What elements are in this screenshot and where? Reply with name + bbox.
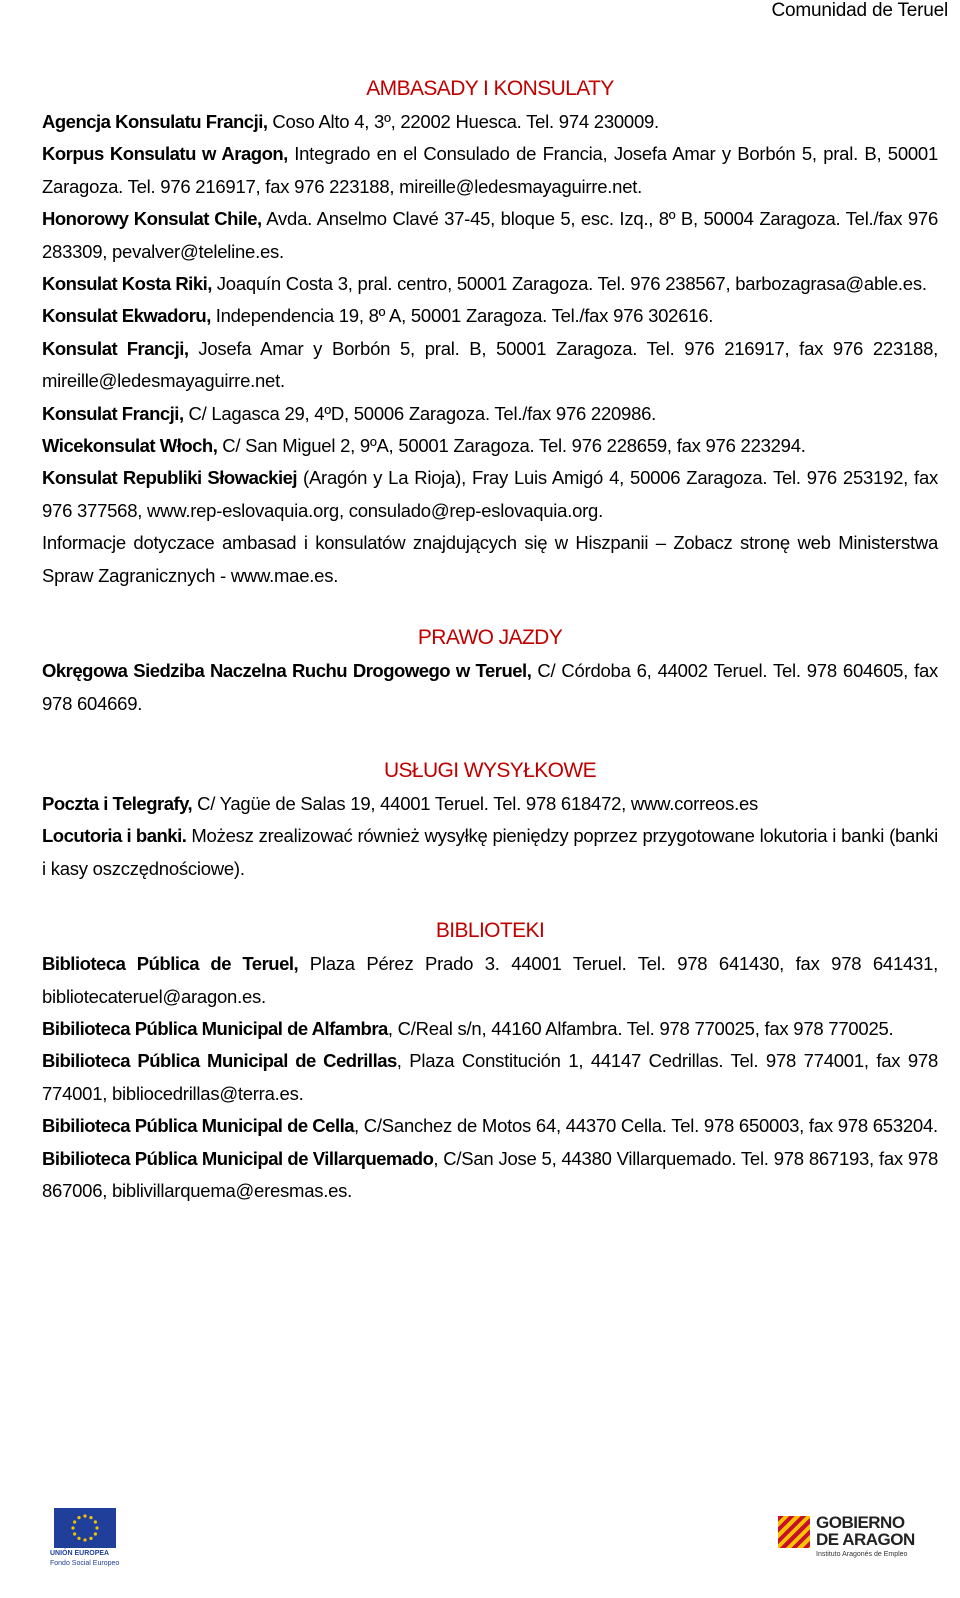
entry-name: Locutoria i banki. <box>42 825 187 847</box>
entry-text: Plaza Pérez Prado 3. 44001 Teruel. Tel. 978 641430, fax 978 641431, bibliotecateruel@aragon.es. <box>42 953 939 1007</box>
entry-embassy-7 <box>42 398 938 430</box>
section-title-embassies: AMBASADY I KONSULATY <box>366 77 614 100</box>
entry-name: Honorowy Konsulat Chile, <box>42 208 262 230</box>
entry-library-1 <box>42 948 938 1013</box>
entry-text: C/ Yagüe de Salas 19, 44001 Teruel. Tel. 978 618472, www.correos.es <box>192 792 758 814</box>
aragon-flag-icon <box>778 1516 810 1548</box>
entry-text: (Aragón y La Rioja), Fray Luis Amigó 4, 50006 Zaragoza. Tel. 976 253192, fax 976 377568, www.rep-eslovaquia.org, consulado@rep-eslovaquia.org. <box>42 467 938 521</box>
aragon-logo <box>778 1514 938 1564</box>
entry-text: Integrado en el Consulado de Francia, Josefa Amar y Borbón 5, pral. B, 50001 Zaragoza. Tel. 976 216917, fax 976 223188, mireille@ledesmayaguirre.net. <box>42 143 938 197</box>
eu-logo <box>50 1508 140 1570</box>
entry-embassy-8 <box>42 430 938 462</box>
entry-text: , C/San Jose 5, 44380 Villarquemado. Tel. 978 867193, fax 978 867006, biblivillarquema@eresmas.es. <box>42 1147 938 1201</box>
entry-text: Coso Alto 4, 3º, 22002 Huesca. Tel. 974 230009. <box>267 111 659 132</box>
entry-text: C/ Lagasca 29, 4ºD, 50006 Zaragoza. Tel./fax 976 220986. <box>183 402 657 424</box>
entry-name: Okręgowa Siedziba Naczelna Ruchu Drogowego w Teruel, <box>42 660 532 682</box>
entry-text: Avda. Anselmo Clavé 37-45, bloque 5, esc. Izq., 8º B, 50004 Zaragoza. Tel./fax 976 283309, pevalver@teleline.es. <box>42 208 938 262</box>
entry-text: Joaquín Costa 3, pral. centro, 50001 Zaragoza. Tel. 976 238567, barbozagrasa@able.es. <box>211 273 927 295</box>
entry-name: Konsulat Kosta Riki, <box>42 273 212 295</box>
entry-driving-1 <box>42 655 938 720</box>
entry-embassy-2 <box>42 138 938 203</box>
entry-name: Bibilioteca Pública Municipal de Villarquemado <box>42 1147 434 1169</box>
entry-embassy-1 <box>42 106 938 138</box>
entry-name: Konsulat Francji, <box>42 337 189 359</box>
entry-text: , Plaza Constitución 1, 44147 Cedrillas. Tel. 978 774001, fax 978 774001, bibliocedrillas@terra.es. <box>42 1050 938 1104</box>
embassy-info-paragraph: Informacje dotyczace ambasad i konsulatów znajdujących się w Hiszpanii – Zobacz stronę web Ministerstwa Spraw Zagranicznych - www.mae.es. <box>42 532 938 586</box>
entry-name: Bibilioteca Pública Municipal de Cedrillas <box>42 1050 397 1072</box>
aragon-logo-sub: Instituto Aragonés de Empleo <box>816 1551 908 1558</box>
section-gap <box>42 720 938 756</box>
entry-name: Agencja Konsulatu Francji, <box>42 111 268 132</box>
entry-name: Konsulat Ekwadoru, <box>42 305 211 327</box>
entry-name: Biblioteca Pública de Teruel, <box>42 953 299 975</box>
eu-stars-icon <box>54 1508 116 1548</box>
entry-name: Bibilioteca Pública Municipal de Alfambra <box>42 1017 388 1039</box>
entry-text: , C/Sanchez de Motos 64, 44370 Cella. Tel. 978 650003, fax 978 653204. <box>354 1115 938 1137</box>
entry-text: , C/Real s/n, 44160 Alfambra. Tel. 978 770025, fax 978 770025. <box>387 1017 894 1039</box>
section-gap <box>42 885 938 916</box>
entry-embassy-9 <box>42 462 938 527</box>
entry-name: Poczta i Telegrafy, <box>42 792 193 814</box>
region-header: Comunidad de Teruel <box>771 0 948 21</box>
entry-library-2 <box>42 1013 938 1045</box>
entry-embassy-4 <box>42 268 938 300</box>
aragon-logo-line1: GOBIERNO <box>816 1513 905 1532</box>
entry-name: Wicekonsulat Włoch, <box>42 435 218 457</box>
entry-name: Korpus Konsulatu w Aragon, <box>42 143 288 165</box>
entry-postal-2 <box>42 820 938 885</box>
entry-library-3 <box>42 1045 938 1110</box>
entry-embassy-3 <box>42 203 938 268</box>
entry-name: Konsulat Francji, <box>42 402 184 424</box>
entry-name: Konsulat Republiki Słowackiej <box>42 467 298 489</box>
eu-logo-line2: Fondo Social Europeo <box>50 1560 120 1567</box>
entry-name: Bibilioteca Pública Municipal de Cella <box>42 1115 355 1137</box>
entry-text: C/ Córdoba 6, 44002 Teruel. Tel. 978 604605, fax 978 604669. <box>42 660 938 714</box>
eu-logo-line1: UNIÓN EUROPEA <box>50 1550 110 1557</box>
entry-text: Josefa Amar y Borbón 5, pral. B, 50001 Zaragoza. Tel. 976 216917, fax 976 223188, mireille@ledesmayaguirre.net. <box>42 337 938 392</box>
entry-text: C/ San Miguel 2, 9ºA, 50001 Zaragoza. Tel. 976 228659, fax 976 223294. <box>217 435 806 457</box>
entry-text: Możesz zrealizować również wysyłkę pieniędzy poprzez przygotowane lokutoria i banki (banki i kasy oszczędnościowe). <box>42 825 938 879</box>
entry-embassy-6 <box>42 333 938 398</box>
entry-text: Independencia 19, 8º A, 50001 Zaragoza. Tel./fax 976 302616. <box>210 305 714 327</box>
section-gap <box>42 592 938 623</box>
entry-library-5 <box>42 1143 938 1208</box>
entry-embassy-5 <box>42 300 938 332</box>
section-title-libraries: BIBLIOTEKI <box>435 919 545 943</box>
document-body <box>42 74 938 1207</box>
section-title-postal: USŁUGI WYSYŁKOWE <box>383 758 597 782</box>
section-title-driving: PRAWO JAZDY <box>417 626 563 650</box>
entry-library-4 <box>42 1110 938 1142</box>
entry-postal-1 <box>42 788 938 820</box>
aragon-logo-line2: DE ARAGON <box>816 1530 915 1549</box>
